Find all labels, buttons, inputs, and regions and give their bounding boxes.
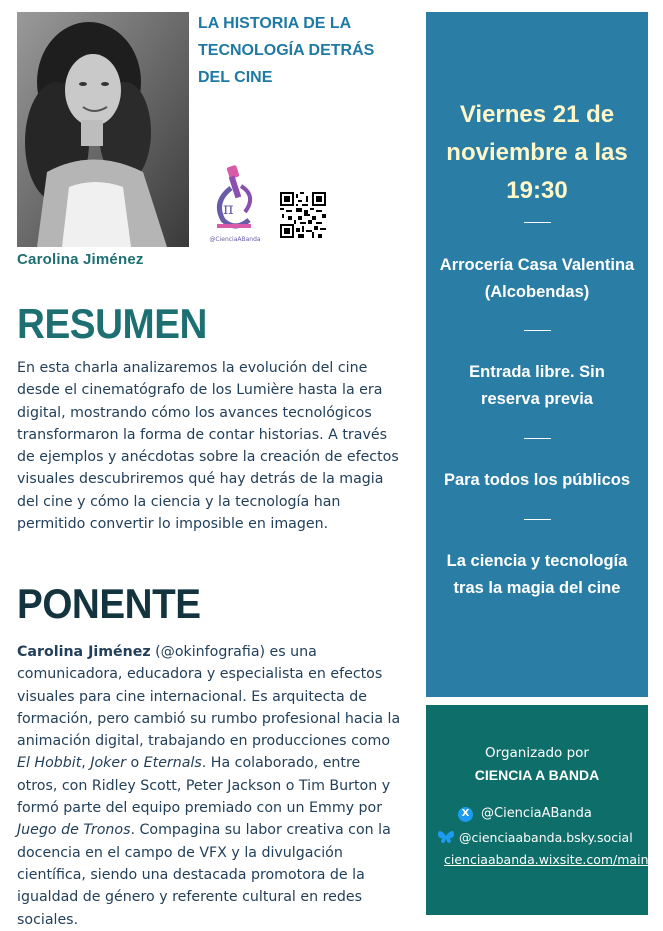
event-entry-line: reserva previa (481, 390, 593, 408)
ciencia-a-banda-logo (205, 162, 263, 248)
logo-caption: @CienciaABanda (209, 236, 261, 243)
event-tagline-line: La ciencia y tecnología (446, 552, 628, 570)
talk-title-line: TECNOLOGÍA DETRÁS (198, 42, 375, 59)
resumen-heading: RESUMEN (17, 300, 208, 347)
speaker-caption: Carolina Jiménez (17, 251, 144, 268)
organizer-name: CIENCIA A BANDA (474, 767, 600, 783)
organizer-label: Organizado por (485, 745, 589, 761)
event-date-line: Viernes 21 de (459, 101, 615, 128)
ponente-text (17, 641, 402, 931)
svg-text:π: π (223, 199, 234, 218)
bio-text: (@okinfografia) es una comunicadora, educadora y especialista en efectos visuales para cine internacional. Es arquitecta de formación, pero cambió su rumbo profesional hacia la animación digital, trabajando en producciones como (17, 644, 401, 750)
event-audience: Para todos los públicos (443, 471, 631, 489)
event-venue-line: (Alcobendas) (484, 283, 590, 301)
film-title: Joker (90, 755, 126, 772)
x-handle-link[interactable]: @CienciaABanda (481, 806, 592, 821)
x-icon: X (458, 807, 473, 822)
film-title: El Hobbit (17, 755, 82, 772)
event-venue (426, 252, 648, 306)
qr-code[interactable] (280, 192, 326, 238)
series-title: Juego de Tronos (17, 822, 131, 839)
separator (524, 330, 551, 331)
film-title: Eternals (143, 755, 202, 772)
event-tagline-line: tras la magia del cine (453, 579, 621, 597)
organizer-panel (426, 705, 648, 915)
separator (524, 438, 551, 439)
event-date-line: noviembre a las (446, 139, 628, 166)
separator (524, 222, 551, 223)
resumen-text: En esta charla analizaremos la evolución del cine desde el cinematógrafo de los Lumière hasta la era digital, mostrando cómo los avances tecnológicos transformaron la forma de contar historias. A través de ejemplos y anécdotas sobre la creación de efectos visuales descubriremos qué hay detrás de la magia del cine y cómo la ciencia y la tecnología han permitido convertir lo imposible en imagen. (17, 360, 399, 533)
bluesky-icon (437, 830, 455, 844)
bio-text: . Ha colaborado, entre otros, con Ridley Scott, Peter Jackson o Tim Burton y formó parte del equipo premiado con un Emmy por (17, 755, 391, 817)
speaker-photo (17, 12, 189, 247)
website-link[interactable]: cienciaabanda.wixsite.com/main (444, 852, 649, 867)
event-info-panel (426, 12, 648, 697)
speaker-name: Carolina Jiménez (17, 644, 151, 660)
talk-title-line: LA HISTORIA DE LA (198, 15, 352, 32)
talk-title (198, 10, 398, 91)
event-tagline (426, 548, 648, 602)
event-entry-line: Entrada libre. Sin (469, 363, 605, 381)
bio-text: o (125, 755, 144, 772)
bluesky-handle-link[interactable]: @cienciaabanda.bsky.social (459, 830, 633, 845)
event-date (426, 96, 648, 210)
bio-text: , (81, 755, 91, 772)
event-venue-line: Arrocería Casa Valentina (439, 256, 635, 274)
event-entry (426, 359, 648, 413)
event-date-line: 19:30 (506, 177, 568, 204)
bio-text: . Compagina su labor creativa con la docencia en el campo de VFX y la divulgación científica, siendo una destacada promotora de la igualdad de género y referente cultural en redes sociales. (17, 822, 391, 928)
separator (524, 519, 551, 520)
talk-title-line: DEL CINE (198, 69, 273, 86)
ponente-heading: PONENTE (17, 580, 201, 627)
